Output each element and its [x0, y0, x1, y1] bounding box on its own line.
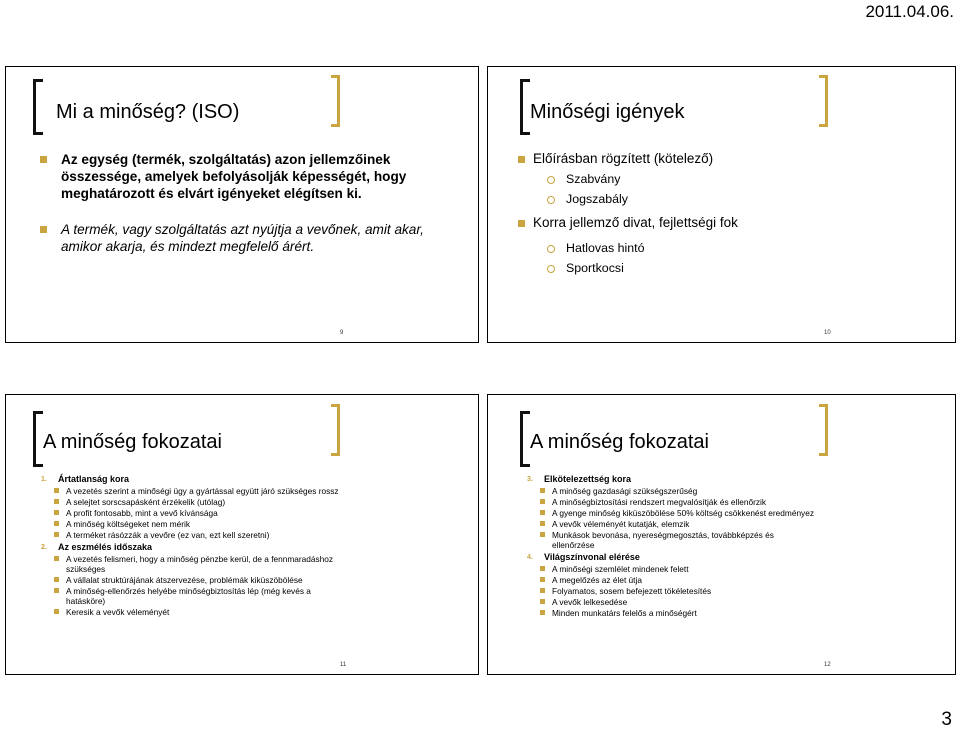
square-bullet-icon	[540, 532, 545, 537]
right-bracket	[331, 75, 340, 127]
list-item: A vevők lelkesedése	[524, 597, 814, 607]
slide-10	[487, 66, 956, 343]
square-bullet-icon	[54, 532, 59, 537]
list-subitem: Hatlovas hintó	[518, 238, 938, 258]
slide-body	[524, 474, 814, 618]
list-item: Keresik a vevők véleményét	[38, 607, 348, 617]
square-bullet-icon	[40, 226, 47, 233]
slide-title: Minőségi igények	[530, 101, 685, 123]
circle-bullet-icon	[547, 245, 555, 253]
slide-11	[5, 394, 479, 675]
square-bullet-icon	[54, 499, 59, 504]
slide-9	[5, 66, 479, 343]
list-item: Előírásban rögzített (kötelező)	[518, 149, 938, 169]
list-item: A minőség költségeket nem mérik	[38, 519, 348, 529]
circle-bullet-icon	[547, 196, 555, 204]
slide-title: A minőség fokozatai	[43, 431, 222, 453]
header-date: 2011.04.06.	[865, 2, 954, 21]
list-item: Munkások bevonása, nyereségmegosztás, továbbképzés és ellenőrzése	[524, 530, 814, 550]
slide-body	[36, 151, 466, 255]
square-bullet-icon	[540, 510, 545, 515]
left-bracket	[520, 79, 530, 135]
left-bracket	[520, 411, 530, 467]
slide-body	[38, 474, 348, 617]
list-item: A terméket rásózzák a vevőre (ez van, ezt kell szeretni)	[38, 530, 348, 540]
slide-number: 12	[824, 662, 831, 668]
list-item: A profit fontosabb, mint a vevő kívánsága	[38, 508, 348, 518]
circle-bullet-icon	[547, 265, 555, 273]
list-item: A selejtet sorscsapásként érzékelik (utólag)	[38, 497, 348, 507]
right-bracket	[819, 75, 828, 127]
slide-12	[487, 394, 956, 675]
square-bullet-icon	[540, 588, 545, 593]
square-bullet-icon	[518, 220, 525, 227]
section-heading: 2. Az eszmélés időszaka	[41, 542, 153, 552]
left-bracket	[33, 79, 43, 135]
section-heading: 3. Elkötelezettség kora	[527, 474, 632, 484]
list-item: A minőség gazdasági szükségszerűség	[524, 486, 814, 496]
section-heading: 4. Világszínvonal elérése	[527, 552, 640, 562]
right-bracket	[819, 404, 828, 456]
slide-number: 11	[340, 662, 347, 668]
list-item: A gyenge minőség kiküszöbölése 50% költség csökkenést eredményez	[524, 508, 814, 518]
square-bullet-icon	[54, 510, 59, 515]
right-bracket	[331, 404, 340, 456]
list-item: A minőség-ellenőrzés helyébe minőségbiztosítás lép (még kevés a hatásköre)	[38, 586, 348, 606]
list-item: A megelőzés az élet útja	[524, 575, 814, 585]
circle-bullet-icon	[547, 176, 555, 184]
list-item: Folyamatos, sosem befejezett tökéletesítés	[524, 586, 814, 596]
slide-title: Mi a minőség? (ISO)	[56, 101, 240, 123]
square-bullet-icon	[540, 577, 545, 582]
page-number: 3	[941, 709, 952, 730]
slide-body	[518, 149, 938, 278]
list-item: A minőségi szemlélet mindenek felett	[524, 564, 814, 574]
slide-number: 10	[824, 330, 831, 336]
square-bullet-icon	[40, 156, 47, 163]
list-item: A vevők véleményét kutatják, elemzik	[524, 519, 814, 529]
slide-number: 9	[340, 330, 344, 336]
list-item: Korra jellemző divat, fejlettségi fok	[518, 213, 938, 233]
list-item: A vezetés felismeri, hogy a minőség pénzbe kerül, de a fennmaradáshoz szükséges	[38, 554, 348, 574]
list-subitem: Jogszabály	[518, 189, 938, 209]
list-item: A vezetés szerint a minőségi ügy a gyártással együtt járó szükséges rossz	[38, 486, 348, 496]
list-item: A vállalat struktúrájának átszervezése, problémák kiküszöbölése	[38, 575, 348, 585]
square-bullet-icon	[54, 556, 59, 561]
square-bullet-icon	[54, 577, 59, 582]
square-bullet-icon	[54, 521, 59, 526]
square-bullet-icon	[540, 599, 545, 604]
square-bullet-icon	[54, 609, 59, 614]
list-item: Minden munkatárs felelős a minőségért	[524, 608, 814, 618]
list-subitem: Szabvány	[518, 169, 938, 189]
section-heading: 1. Ártatlanság kora	[41, 474, 130, 484]
list-item: Az egység (termék, szolgáltatás) azon jellemzőinek összessége, amelyek befolyásolják képességét, hogy meghatározott és elvárt igényeket elégítsen ki.	[36, 151, 466, 202]
square-bullet-icon	[540, 499, 545, 504]
square-bullet-icon	[540, 488, 545, 493]
square-bullet-icon	[540, 566, 545, 571]
square-bullet-icon	[540, 610, 545, 615]
square-bullet-icon	[518, 156, 525, 163]
left-bracket	[33, 411, 43, 467]
list-item: A termék, vagy szolgáltatás azt nyújtja a vevőnek, amit akar, amikor akarja, és mindezt megfelelő árért.	[36, 221, 466, 255]
square-bullet-icon	[54, 588, 59, 593]
slide-title: A minőség fokozatai	[530, 431, 709, 453]
list-subitem: Sportkocsi	[518, 258, 938, 278]
list-item: A minőségbiztosítási rendszert megvalósítják és ellenőrzik	[524, 497, 814, 507]
square-bullet-icon	[540, 521, 545, 526]
square-bullet-icon	[54, 488, 59, 493]
